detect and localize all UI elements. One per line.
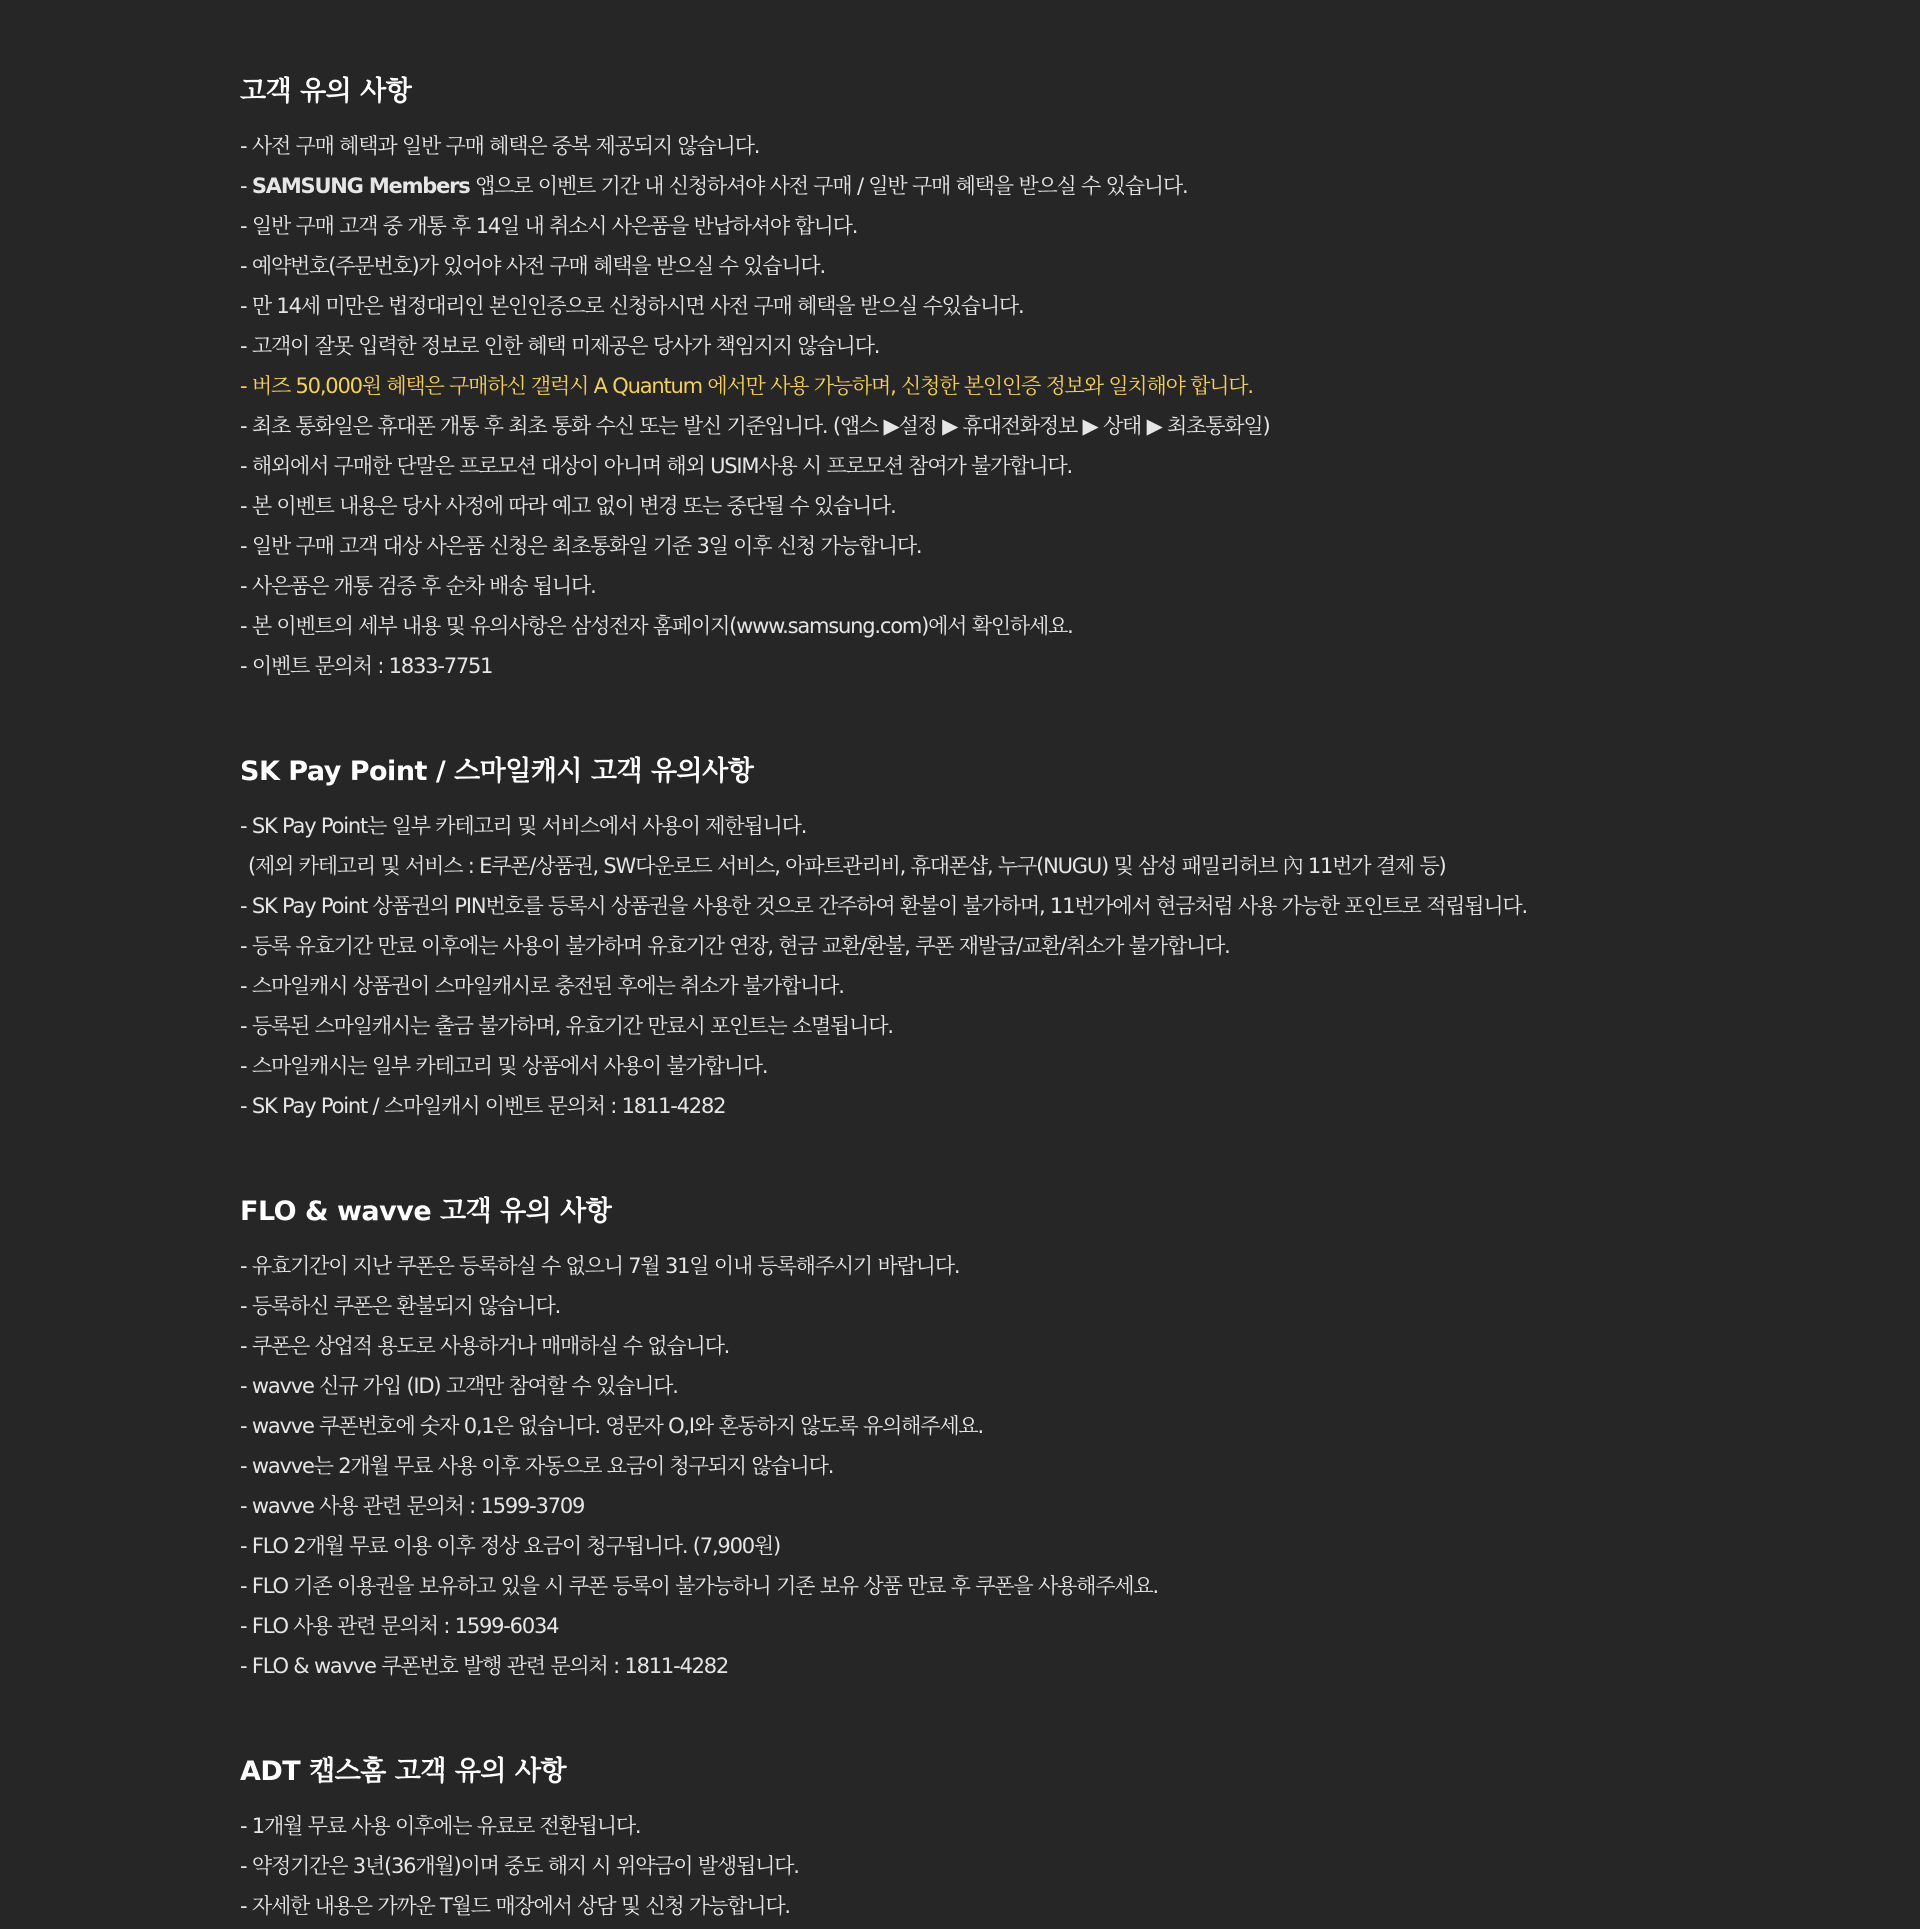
section-skpay-smilecash [240,752,1680,1126]
list-item: - SK Pay Point는 일부 카테고리 및 서비스에서 사용이 제한됩니다. [240,814,807,838]
list-item: - 최초 통화일은 휴대폰 개통 후 최초 통화 수신 또는 발신 기준입니다. (앱스 ▶설정 ▶ 휴대전화정보 ▶ 상태 ▶ 최초통화일) [240,414,1270,438]
list-item: - wavve 신규 가입 (ID) 고객만 참여할 수 있습니다. [240,1374,678,1398]
list-item: - 일반 구매 고객 중 개통 후 14일 내 취소시 사은품을 반납하셔야 합니다. [240,214,858,238]
list-item: - FLO 기존 이용권을 보유하고 있을 시 쿠폰 등록이 불가능하니 기존 보유 상품 만료 후 쿠폰을 사용해주세요. [240,1574,1158,1598]
list-item-sub: (제외 카테고리 및 서비스 : E쿠폰/상품권, SW다운로드 서비스, 아파트관리비, 휴대폰샵, 누구(NUGU) 및 삼성 패밀리허브 內 11번가 결제 등) [248,854,1446,878]
notice-content [240,72,1680,1926]
highlighted-notice-item: - 버즈 50,000원 혜택은 구매하신 갤럭시 A Quantum 에서만 사용 가능하며, 신청한 본인인증 정보와 일치해야 합니다. [240,374,1253,398]
list-item: - 자세한 내용은 가까운 T월드 매장에서 상담 및 신청 가능합니다. [240,1894,790,1918]
list-item: - 이벤트 문의처 : 1833-7751 [240,654,493,678]
notice-list [240,126,1680,686]
list-item: - 해외에서 구매한 단말은 프로모션 대상이 아니며 해외 USIM사용 시 프로모션 참여가 불가합니다. [240,454,1072,478]
samsung-members-brand: SAMSUNG Members [251,174,470,198]
notice-list [240,1246,1680,1686]
section-title: 고객 유의 사항 [240,76,412,107]
section-customer-notice [240,72,1680,686]
list-item: - SK Pay Point 상품권의 PIN번호를 등록시 상품권을 사용한 것으로 간주하여 환불이 불가하며, 11번가에서 현금처럼 사용 가능한 포인트로 적립됩니다. [240,894,1527,918]
section-title: SK Pay Point / 스마일캐시 고객 유의사항 [240,756,754,787]
item-text: 앱으로 이벤트 기간 내 신청하셔야 사전 구매 / 일반 구매 혜택을 받으실 수 있습니다. [469,174,1188,198]
list-item: - FLO 사용 관련 문의처 : 1599-6034 [240,1614,559,1638]
list-item: - 유효기간이 지난 쿠폰은 등록하실 수 없으니 7월 31일 이내 등록해주시기 바랍니다. [240,1254,960,1278]
notice-list [240,1806,1680,1926]
section-title: FLO & wavve 고객 유의 사항 [240,1196,612,1227]
list-item: - 등록하신 쿠폰은 환불되지 않습니다. [240,1294,561,1318]
list-item: - 등록된 스마일캐시는 출금 불가하며, 유효기간 만료시 포인트는 소멸됩니다. [240,1014,893,1038]
list-item: - wavve 쿠폰번호에 숫자 0,1은 없습니다. 영문자 O,I와 혼동하지 않도록 유의해주세요. [240,1414,983,1438]
list-item: - 본 이벤트의 세부 내용 및 유의사항은 삼성전자 홈페이지(www.samsung.com)에서 확인하세요. [240,614,1073,638]
list-item: - FLO & wavve 쿠폰번호 발행 관련 문의처 : 1811-4282 [240,1654,729,1678]
list-item: - SK Pay Point / 스마일캐시 이벤트 문의처 : 1811-4282 [240,1094,726,1118]
list-item: - 예약번호(주문번호)가 있어야 사전 구매 혜택을 받으실 수 있습니다. [240,254,825,278]
list-item: - 일반 구매 고객 대상 사은품 신청은 최초통화일 기준 3일 이후 신청 가능합니다. [240,534,922,558]
notice-list [240,806,1680,1126]
list-item [240,166,1680,206]
section-adt-caps-home [240,1752,1680,1926]
list-item: - FLO 2개월 무료 이용 이후 정상 요금이 청구됩니다. (7,900원) [240,1534,780,1558]
list-item: - 약정기간은 3년(36개월)이며 중도 해지 시 위약금이 발생됩니다. [240,1854,799,1878]
list-item: - 1개월 무료 사용 이후에는 유료로 전환됩니다. [240,1814,641,1838]
list-item: - wavve 사용 관련 문의처 : 1599-3709 [240,1494,585,1518]
list-item: - 스마일캐시는 일부 카테고리 및 상품에서 사용이 불가합니다. [240,1054,768,1078]
section-title: ADT 캡스홈 고객 유의 사항 [240,1756,567,1787]
list-item: - 고객이 잘못 입력한 정보로 인한 혜택 미제공은 당사가 책임지지 않습니다. [240,334,880,358]
list-item: - 사은품은 개통 검증 후 순차 배송 됩니다. [240,574,596,598]
list-item: - 본 이벤트 내용은 당사 사정에 따라 예고 없이 변경 또는 중단될 수 있습니다. [240,494,896,518]
list-item: - wavve는 2개월 무료 사용 이후 자동으로 요금이 청구되지 않습니다. [240,1454,834,1478]
list-item: - 스마일캐시 상품권이 스마일캐시로 충전된 후에는 취소가 불가합니다. [240,974,844,998]
list-item: - 쿠폰은 상업적 용도로 사용하거나 매매하실 수 없습니다. [240,1334,730,1358]
section-flo-wavve [240,1192,1680,1686]
item-prefix: - [240,174,252,198]
list-item: - 만 14세 미만은 법정대리인 본인인증으로 신청하시면 사전 구매 혜택을 받으실 수있습니다. [240,294,1024,318]
list-item: - 등록 유효기간 만료 이후에는 사용이 불가하며 유효기간 연장, 현금 교환/환불, 쿠폰 재발급/교환/취소가 불가합니다. [240,934,1230,958]
list-item: - 사전 구매 혜택과 일반 구매 혜택은 중복 제공되지 않습니다. [240,134,760,158]
